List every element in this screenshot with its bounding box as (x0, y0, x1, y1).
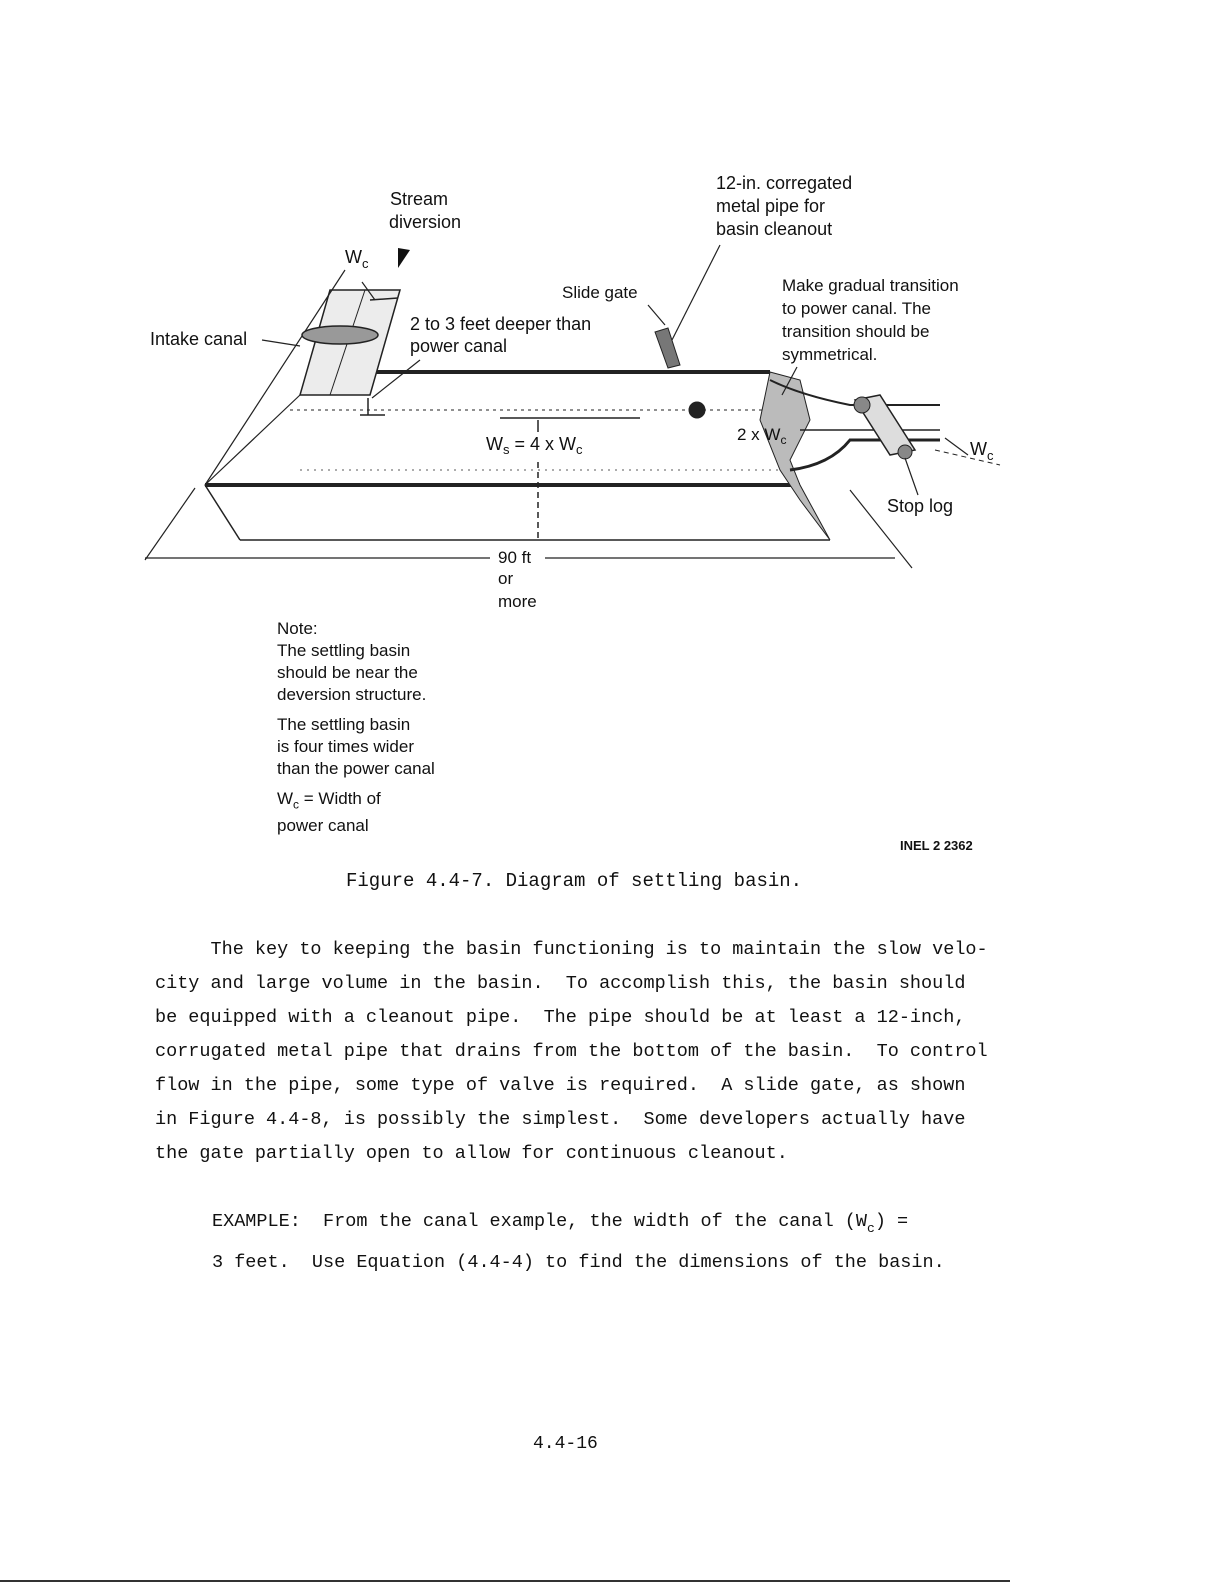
note-line: should be near the (277, 663, 418, 682)
wc-definition-symbol: W (277, 789, 294, 808)
note-heading: Note: (277, 619, 318, 638)
wc-definition-sub: c (293, 797, 300, 812)
stop-log-label: Stop log (887, 496, 954, 516)
length-label: 90 ft or more (498, 548, 537, 611)
body-line: city and large volume in the basin. To accomplish this, the basin should (155, 973, 966, 994)
body-line: The key to keeping the basin functioning is to maintain the slow velo- (155, 939, 988, 960)
wc-definition-text: = Width of (299, 789, 381, 808)
wc-definition-line2: power canal (277, 816, 369, 836)
stream-diversion-label: Stream diversion (389, 189, 462, 232)
transition-label: Make gradual transition to power canal. The transition should be symmetrical. (782, 276, 959, 364)
body-line: corrugated metal pipe that drains from the bottom of the basin. To control (155, 1041, 988, 1062)
wc-right-label: $W_c$ (970, 439, 994, 463)
body-line: the gate partially open to allow for continuous cleanout. (155, 1143, 788, 1164)
example-paragraph (212, 1205, 945, 1280)
note-line: deversion structure. (277, 685, 427, 704)
page-number: 4.4-16 (533, 1434, 598, 1454)
bottom-rule (0, 1580, 1010, 1582)
body-line: be equipped with a cleanout pipe. The pipe should be at least a 12-inch, (155, 1007, 966, 1028)
intake-canal-label: Intake canal (150, 329, 248, 349)
figure-note (277, 618, 537, 845)
example-line-2: 3 feet. Use Equation (4.4-4) to find the dimensions of the basin. (212, 1252, 945, 1273)
note-line: The settling basin (277, 641, 411, 660)
body-line: in Figure 4.4-8, is possibly the simplest. Some developers actually have (155, 1109, 966, 1130)
body-paragraph (155, 933, 988, 1171)
note-line: than the power canal (277, 759, 435, 778)
body-line: flow in the pipe, some type of valve is required. A slide gate, as shown (155, 1075, 966, 1096)
example-line-1: EXAMPLE: From the canal example, the width of the canal $(W_c)$ = (212, 1211, 909, 1236)
two-wc-label: 2 x $W_c$ (737, 425, 787, 447)
wc-top-label: $W_c$ (345, 247, 369, 271)
deeper-label: 2 to 3 feet deeper than power canal (410, 314, 592, 356)
note-line: The settling basin (277, 715, 411, 734)
note-line: is four times wider (277, 737, 414, 756)
figure-caption: Figure 4.4-7. Diagram of settling basin. (346, 870, 803, 892)
figure-id-code: INEL 2 2362 (900, 838, 973, 853)
cleanout-pipe-label: 12-in. corregated metal pipe for basin cleanout (716, 173, 853, 239)
slide-gate-label: Slide gate (562, 283, 638, 302)
ws-label: $W_s = 4$ x $W_c$ (486, 434, 583, 457)
